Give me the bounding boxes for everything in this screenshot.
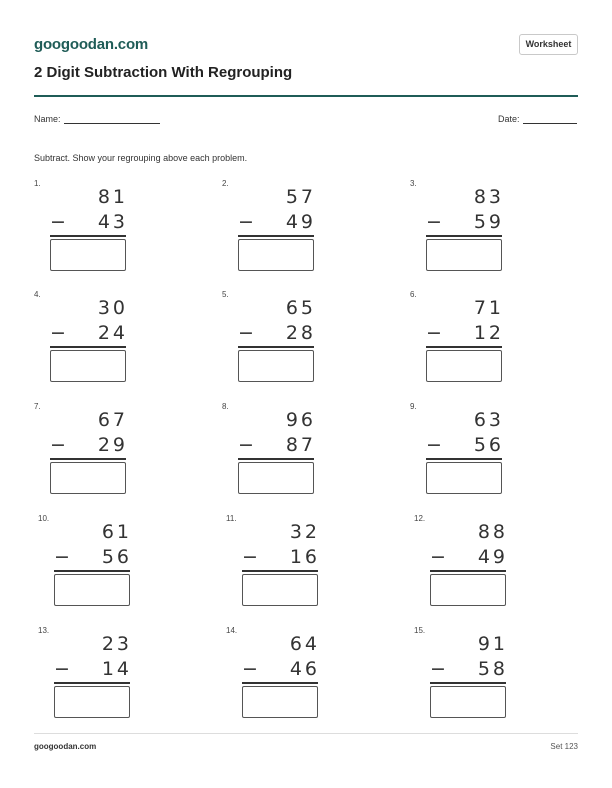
subtrahend: 49 <box>285 211 316 233</box>
minuend: 63 <box>473 409 504 431</box>
subtrahend: 24 <box>97 322 128 344</box>
minus-sign: − <box>430 546 446 568</box>
name-line[interactable] <box>64 114 160 124</box>
answer-box[interactable] <box>426 350 502 382</box>
subtrahend: 56 <box>101 546 132 568</box>
minus-sign: − <box>242 546 258 568</box>
subtrahend: 58 <box>477 658 508 680</box>
subtrahend: 59 <box>473 211 504 233</box>
problem-item <box>38 626 148 731</box>
answer-box[interactable] <box>430 574 506 606</box>
answer-box[interactable] <box>50 462 126 494</box>
subtrahend: 56 <box>473 434 504 456</box>
problem-item <box>38 514 148 619</box>
problem-item <box>226 514 336 619</box>
subtrahend: 12 <box>473 322 504 344</box>
answer-box[interactable] <box>426 239 502 271</box>
subtrahend: 16 <box>289 546 320 568</box>
page-title: 2 Digit Subtraction With Regrouping <box>34 64 293 81</box>
footer-set: Set 123 <box>550 742 578 751</box>
problem-number: 5. <box>222 290 229 299</box>
minus-sign: − <box>54 658 70 680</box>
answer-line <box>426 458 502 460</box>
problem-number: 9. <box>410 402 417 411</box>
date-line[interactable] <box>523 114 577 124</box>
problem-item <box>414 514 524 619</box>
problem-item <box>414 626 524 731</box>
problem-item <box>410 402 520 507</box>
minuend: 57 <box>285 186 316 208</box>
footer-site: googoodan.com <box>34 742 97 751</box>
minus-sign: − <box>426 322 442 344</box>
problem-item <box>222 290 332 395</box>
minus-sign: − <box>54 546 70 568</box>
answer-line <box>238 458 314 460</box>
subtrahend: 43 <box>97 211 128 233</box>
subtrahend: 14 <box>101 658 132 680</box>
answer-box[interactable] <box>242 574 318 606</box>
footer-divider <box>34 733 578 734</box>
minus-sign: − <box>50 211 66 233</box>
problem-item <box>222 402 332 507</box>
subtrahend: 87 <box>285 434 316 456</box>
answer-line <box>242 570 318 572</box>
problem-item <box>34 402 144 507</box>
problem-number: 15. <box>414 626 426 635</box>
answer-line <box>238 235 314 237</box>
minuend: 81 <box>97 186 128 208</box>
date-label: Date: <box>498 114 520 124</box>
subtrahend: 49 <box>477 546 508 568</box>
minuend: 67 <box>97 409 128 431</box>
name-field[interactable] <box>34 114 160 124</box>
minuend: 65 <box>285 297 316 319</box>
problem-number: 12. <box>414 514 426 523</box>
problem-number: 11. <box>226 514 237 523</box>
minus-sign: − <box>238 322 254 344</box>
answer-line <box>426 346 502 348</box>
answer-line <box>50 346 126 348</box>
problem-number: 1. <box>34 179 41 188</box>
answer-line <box>50 235 126 237</box>
answer-box[interactable] <box>238 462 314 494</box>
problem-number: 7. <box>34 402 41 411</box>
answer-line <box>430 682 506 684</box>
problem-number: 6. <box>410 290 417 299</box>
minuend: 23 <box>101 633 132 655</box>
minuend: 61 <box>101 521 132 543</box>
answer-box[interactable] <box>238 350 314 382</box>
problem-item <box>226 626 336 731</box>
answer-box[interactable] <box>430 686 506 718</box>
answer-box[interactable] <box>50 239 126 271</box>
minuend: 32 <box>289 521 320 543</box>
minuend: 71 <box>473 297 504 319</box>
minuend: 64 <box>289 633 320 655</box>
answer-line <box>50 458 126 460</box>
problem-number: 2. <box>222 179 229 188</box>
problem-item <box>410 179 520 284</box>
minus-sign: − <box>50 434 66 456</box>
answer-line <box>426 235 502 237</box>
problem-number: 14. <box>226 626 238 635</box>
answer-box[interactable] <box>242 686 318 718</box>
minuend: 96 <box>285 409 316 431</box>
instructions: Subtract. Show your regrouping above each problem. <box>34 153 248 163</box>
minus-sign: − <box>238 434 254 456</box>
name-label: Name: <box>34 114 61 124</box>
minuend: 91 <box>477 633 508 655</box>
answer-box[interactable] <box>54 686 130 718</box>
answer-line <box>54 682 130 684</box>
minus-sign: − <box>50 322 66 344</box>
answer-box[interactable] <box>50 350 126 382</box>
answer-line <box>242 682 318 684</box>
title-divider <box>34 95 578 97</box>
minuend: 88 <box>477 521 508 543</box>
minus-sign: − <box>430 658 446 680</box>
answer-box[interactable] <box>54 574 130 606</box>
problem-number: 10. <box>38 514 50 523</box>
minus-sign: − <box>238 211 254 233</box>
answer-line <box>54 570 130 572</box>
answer-line <box>430 570 506 572</box>
problem-number: 8. <box>222 402 229 411</box>
subtrahend: 46 <box>289 658 320 680</box>
minus-sign: − <box>242 658 258 680</box>
problem-item <box>222 179 332 284</box>
minuend: 30 <box>97 297 128 319</box>
answer-line <box>238 346 314 348</box>
minus-sign: − <box>426 211 442 233</box>
problem-item <box>34 179 144 284</box>
subtrahend: 29 <box>97 434 128 456</box>
problem-number: 13. <box>38 626 50 635</box>
minuend: 83 <box>473 186 504 208</box>
worksheet-badge: Worksheet <box>519 34 578 55</box>
answer-box[interactable] <box>426 462 502 494</box>
problem-item <box>34 290 144 395</box>
answer-box[interactable] <box>238 239 314 271</box>
problem-item <box>410 290 520 395</box>
date-field[interactable] <box>498 114 577 124</box>
subtrahend: 28 <box>285 322 316 344</box>
problem-number: 4. <box>34 290 41 299</box>
problem-number: 3. <box>410 179 417 188</box>
minus-sign: − <box>426 434 442 456</box>
brand-logo: googoodan.com <box>34 36 149 53</box>
